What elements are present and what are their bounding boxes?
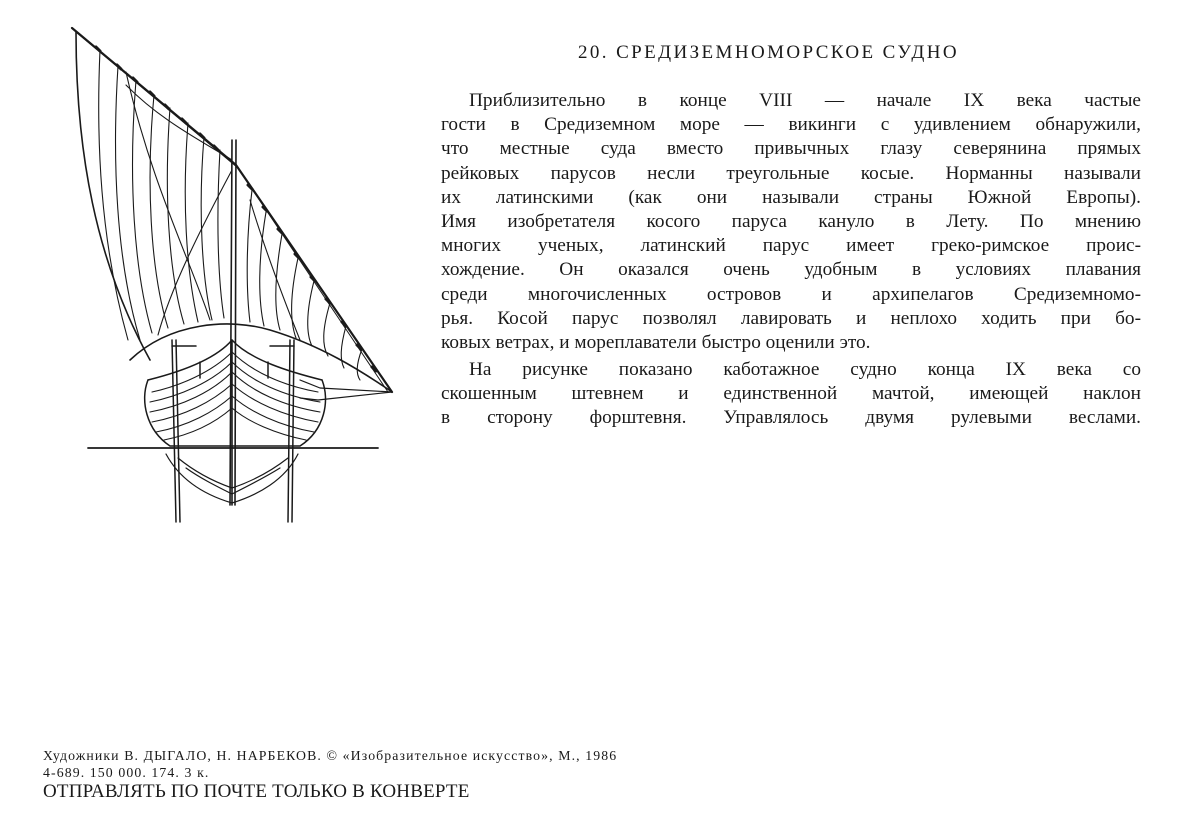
paragraph-2 xyxy=(441,358,1141,431)
text-line: скошенным штевнем и единственной мачтой, имеющей наклон xyxy=(441,383,1141,405)
paragraph-1 xyxy=(441,89,1141,355)
print-info: 4-689. 150 000. 174. 3 к. xyxy=(43,764,210,780)
mail-notice: ОТПРАВЛЯТЬ ПО ПОЧТЕ ТОЛЬКО В КОНВЕРТЕ xyxy=(43,781,470,802)
sail-luff xyxy=(76,32,150,360)
mast xyxy=(230,140,236,505)
text-line: среди многочисленных островов и архипелагов Средиземномо- xyxy=(441,283,1141,305)
text-line: Приблизительно в конце VIII — начале IX века частые xyxy=(469,90,1141,111)
card-title: 20. СРЕДИЗЕМНОМОРСКОЕ СУДНО xyxy=(578,42,960,63)
description-text xyxy=(441,89,1141,431)
text-line: Имя изобретателя косого паруса кануло в Лету. По мнению xyxy=(441,210,1141,232)
text-line: что местные суда вместо привычных глазу северянина прямых xyxy=(441,138,1141,160)
text-line: их латинскими (как они называли страны Южной Европы). xyxy=(441,186,1141,208)
artists-credit: Художники В. ДЫГАЛО, Н. НАРБЕКОВ. © «Изобразительное искусство», М., 1986 xyxy=(43,748,618,763)
text-line: ковых ветрах, и мореплаватели быстро оценили это. xyxy=(441,331,871,353)
text-line: рья. Косой парус позволял лавировать и неплохо ходить при бо- xyxy=(441,307,1141,329)
text-line: гости в Средиземном море — викинги с удивлением обнаружили, xyxy=(441,114,1141,136)
text-line: рейковых парусов несли треугольные косые. Норманны называли xyxy=(441,162,1141,184)
imprint xyxy=(43,748,617,803)
text-line: в сторону форштевня. Управлялось двумя рулевыми веслами. xyxy=(441,407,1141,429)
text-line: хождение. Он оказался очень удобным в условиях плавания xyxy=(441,259,1141,281)
ship-illustration xyxy=(60,18,420,538)
text-line: На рисунке показано каботажное судно конца IX века со xyxy=(469,359,1141,381)
text-line: многих ученых, латинский парус имеет греко-римское проис- xyxy=(441,235,1141,257)
